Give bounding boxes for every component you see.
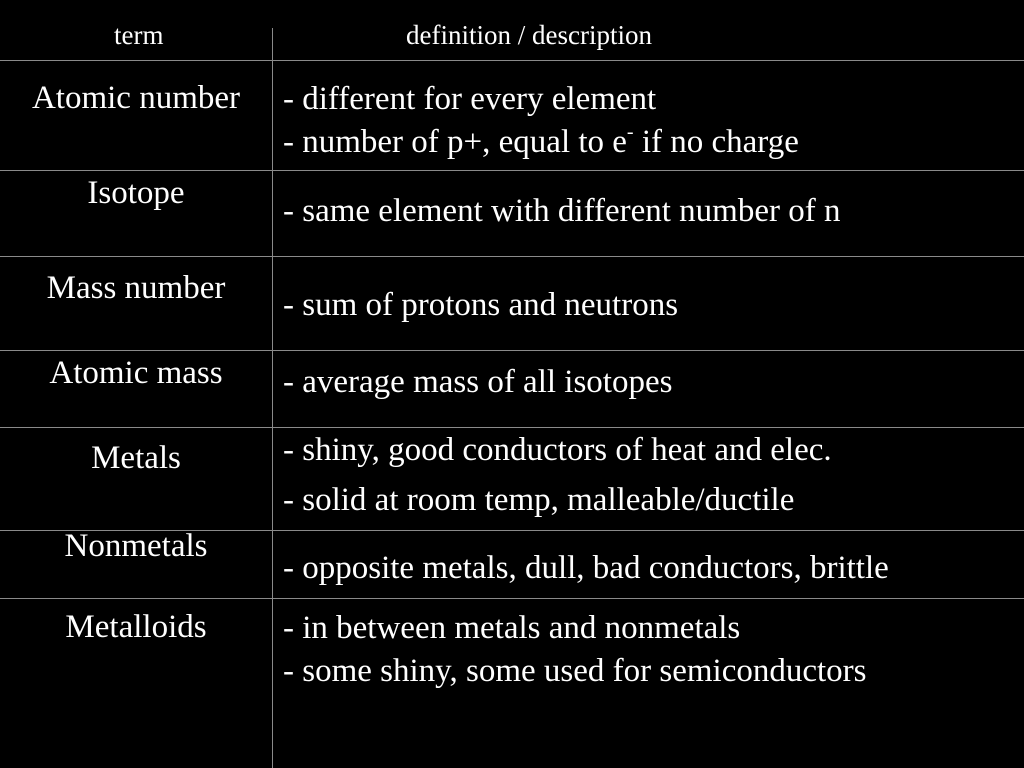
- definition-line: - opposite metals, dull, bad conductors, brittle: [283, 550, 889, 586]
- header-rule: [0, 60, 1024, 61]
- term-mass-number: Mass number: [46, 270, 226, 306]
- row-rule: [0, 170, 1024, 171]
- definition-line: - solid at room temp, malleable/ductile: [283, 482, 795, 518]
- definition-text: if no charge: [633, 124, 799, 160]
- row-rule: [0, 256, 1024, 257]
- header-definition-label: definition / description: [406, 20, 652, 50]
- term-isotope: Isotope: [87, 175, 185, 211]
- definition-line: - some shiny, some used for semiconductors: [283, 653, 867, 689]
- term-metalloids: Metalloids: [65, 609, 207, 645]
- column-divider-header: [272, 28, 273, 61]
- definition-line: - different for every element: [283, 81, 657, 117]
- header-term-label: term: [114, 20, 164, 50]
- term-metals: Metals: [91, 440, 181, 476]
- electron-charge-superscript: -: [626, 121, 634, 143]
- row-rule: [0, 427, 1024, 428]
- term-nonmetals: Nonmetals: [64, 528, 208, 564]
- definition-text: - number of p+, equal to e: [283, 124, 627, 160]
- row-rule: [0, 598, 1024, 599]
- row-rule: [0, 350, 1024, 351]
- definition-line: - sum of protons and neutrons: [283, 287, 679, 323]
- term-atomic-number: Atomic number: [31, 80, 241, 116]
- definition-line: [283, 122, 799, 162]
- definition-line: - same element with different number of n: [283, 193, 841, 229]
- column-divider: [272, 61, 273, 768]
- term-atomic-mass: Atomic mass: [49, 355, 223, 391]
- definition-line: - average mass of all isotopes: [283, 364, 673, 400]
- definition-line: - in between metals and nonmetals: [283, 610, 741, 646]
- definition-line: - shiny, good conductors of heat and elec.: [283, 432, 832, 468]
